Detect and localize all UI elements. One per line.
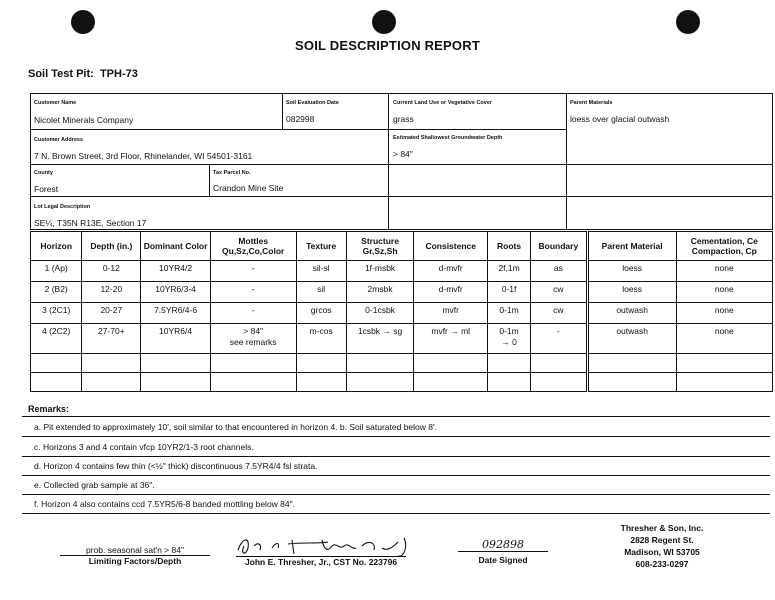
cell-structure: 1f-msbk [346, 261, 413, 282]
cell-parent: outwash [587, 324, 676, 354]
groundwater-label: Estimated Shallowest Groundwater Depth [393, 135, 503, 141]
cell-consistence: mvfr → ml [414, 324, 488, 354]
cell-mottles [210, 324, 296, 354]
table-row [31, 261, 773, 282]
table-row-empty [31, 373, 773, 392]
signer-name: John E. Thresher, Jr., CST No. 223796 [236, 556, 406, 567]
date-signed [458, 538, 548, 565]
county: Forest [34, 184, 59, 194]
punch-hole-left [71, 10, 95, 34]
tax-parcel: Crandon Mine Site [213, 183, 284, 193]
cell-roots: 2f,1m [488, 261, 531, 282]
customer-address: 7 N. Brown Street, 3rd Floor, Rhinelander, WI 54501-3161 [34, 151, 253, 161]
address-label: Customer Address [34, 137, 84, 143]
legal-description: SE¼, T35N R13E, Section 17 [34, 218, 147, 228]
cell-cementation: none [676, 261, 772, 282]
table-row [31, 324, 773, 354]
limiting-value: prob. seasonal sat'n > 84" [60, 545, 210, 556]
cell-consistence: d-mvfr [414, 261, 488, 282]
cell-cementation: none [676, 282, 772, 303]
cell-roots: 0-1f [488, 282, 531, 303]
limiting-label: Limiting Factors/Depth [88, 556, 182, 566]
company-block [608, 522, 716, 570]
date-label: Date Signed [478, 555, 528, 565]
cell-color: 10YR6/3-4 [141, 282, 211, 303]
col-mottles: Mottles Qu,Sz,Co,Color [210, 232, 296, 261]
col-consistence: Consistence [414, 232, 488, 261]
cell-roots [488, 324, 531, 354]
company-name: Thresher & Son, Inc. [620, 523, 704, 533]
report-title: SOIL DESCRIPTION REPORT [295, 38, 480, 53]
cell-structure: 2msbk [346, 282, 413, 303]
cell-boundary: cw [530, 303, 587, 324]
date-value: 092898 [458, 538, 548, 552]
punch-hole-center [372, 10, 396, 34]
cell-consistence: mvfr [414, 303, 488, 324]
parent-materials: loess over glacial outwash [570, 114, 670, 124]
customer-name: Nicolet Minerals Company [34, 115, 134, 125]
cell-roots: 0-1m [488, 303, 531, 324]
soil-test-pit [28, 68, 138, 80]
company-street: 2828 Regent St. [630, 535, 694, 545]
eval-date-label: Soil Evaluation Date [286, 100, 339, 106]
eval-date: 082998 [286, 114, 315, 124]
cell-roots-note: → 0 [501, 337, 517, 347]
col-structure: Structure Gr,Sz,Sh [346, 232, 413, 261]
pit-id: TPH-73 [99, 68, 138, 80]
cell-mottles: - [210, 261, 296, 282]
cell-parent: loess [587, 282, 676, 303]
parent-materials-label: Parent Materials [570, 100, 613, 106]
cell-horizon: 2 (B2) [31, 282, 82, 303]
table-row-empty [31, 354, 773, 373]
col-horizon: Horizon [31, 232, 82, 261]
cell-texture: sil-sl [296, 261, 346, 282]
cell-color: 7.5YR6/4-6 [141, 303, 211, 324]
cell-parent: outwash [587, 303, 676, 324]
remarks-divider [22, 416, 770, 417]
customer-name-label: Customer Name [34, 100, 77, 106]
cell-texture: grcos [296, 303, 346, 324]
cell-mottles: - [210, 303, 296, 324]
cell-cementation: none [676, 324, 772, 354]
remark-item: c. Horizons 3 and 4 contain vfcp 10YR2/1-3 root channels. [34, 442, 254, 452]
table-header-row [31, 232, 773, 261]
pit-label: Soil Test Pit: [28, 68, 94, 80]
cell-mottles-value: > 84" [243, 326, 264, 336]
cell-structure: 1csbk → sg [346, 324, 413, 354]
cell-texture: m-cos [296, 324, 346, 354]
company-city: Madison, WI 53705 [624, 547, 700, 557]
col-color: Dominant Color [141, 232, 211, 261]
remark-item: d. Horizon 4 contains few thin (<½" thick) discontinuous 7.5YR4/4 fsl strata. [34, 461, 318, 471]
cell-parent: loess [587, 261, 676, 282]
cell-depth: 12-20 [82, 282, 141, 303]
cell-cementation: none [676, 303, 772, 324]
cell-mottles-note: see remarks [229, 337, 277, 347]
land-use-label: Current Land Use or Vegetative Cover [393, 100, 493, 106]
cell-color: 10YR4/2 [141, 261, 211, 282]
county-label: County [34, 170, 53, 176]
cell-depth: 27-70+ [82, 324, 141, 354]
cell-texture: sil [296, 282, 346, 303]
cell-boundary: - [530, 324, 587, 354]
cell-roots-value: 0-1m [499, 326, 519, 336]
groundwater-depth: > 84" [393, 149, 413, 159]
cell-horizon: 3 (2C1) [31, 303, 82, 324]
remark-item: a. Pit extended to approximately 10', soil similar to that encountered in horizon 4. b. Soil saturated below 8'. [34, 422, 437, 432]
col-depth: Depth (in.) [82, 232, 141, 261]
limiting-factors [60, 545, 210, 566]
remark-item: e. Collected grab sample at 36". [34, 480, 155, 490]
cell-mottles: - [210, 282, 296, 303]
cell-horizon: 4 (2C2) [31, 324, 82, 354]
cell-boundary: as [530, 261, 587, 282]
table-row [31, 282, 773, 303]
cell-depth: 20-27 [82, 303, 141, 324]
table-row [31, 303, 773, 324]
company-phone: 608-233-0297 [635, 559, 689, 569]
cell-consistence: d-mvfr [414, 282, 488, 303]
land-use: grass [393, 114, 414, 124]
parcel-label: Tax Parcel No. [213, 170, 251, 176]
cell-boundary: cw [530, 282, 587, 303]
remark-item: f. Horizon 4 also contains ccd 7.5YR5/6-8 banded mottling below 84". [34, 499, 296, 509]
legal-label: Lot Legal Description [34, 204, 91, 210]
col-parent: Parent Material [587, 232, 676, 261]
cell-color: 10YR6/4 [141, 324, 211, 354]
col-boundary: Boundary [530, 232, 587, 261]
col-texture: Texture [296, 232, 346, 261]
col-cementation: Cementation, Ce Compaction, Cp [676, 232, 772, 261]
col-roots: Roots [488, 232, 531, 261]
cell-horizon: 1 (Ap) [31, 261, 82, 282]
cell-depth: 0-12 [82, 261, 141, 282]
cell-structure: 0-1csbk [346, 303, 413, 324]
horizon-table [30, 231, 773, 392]
remarks-title: Remarks: [28, 404, 70, 414]
punch-hole-right [676, 10, 700, 34]
